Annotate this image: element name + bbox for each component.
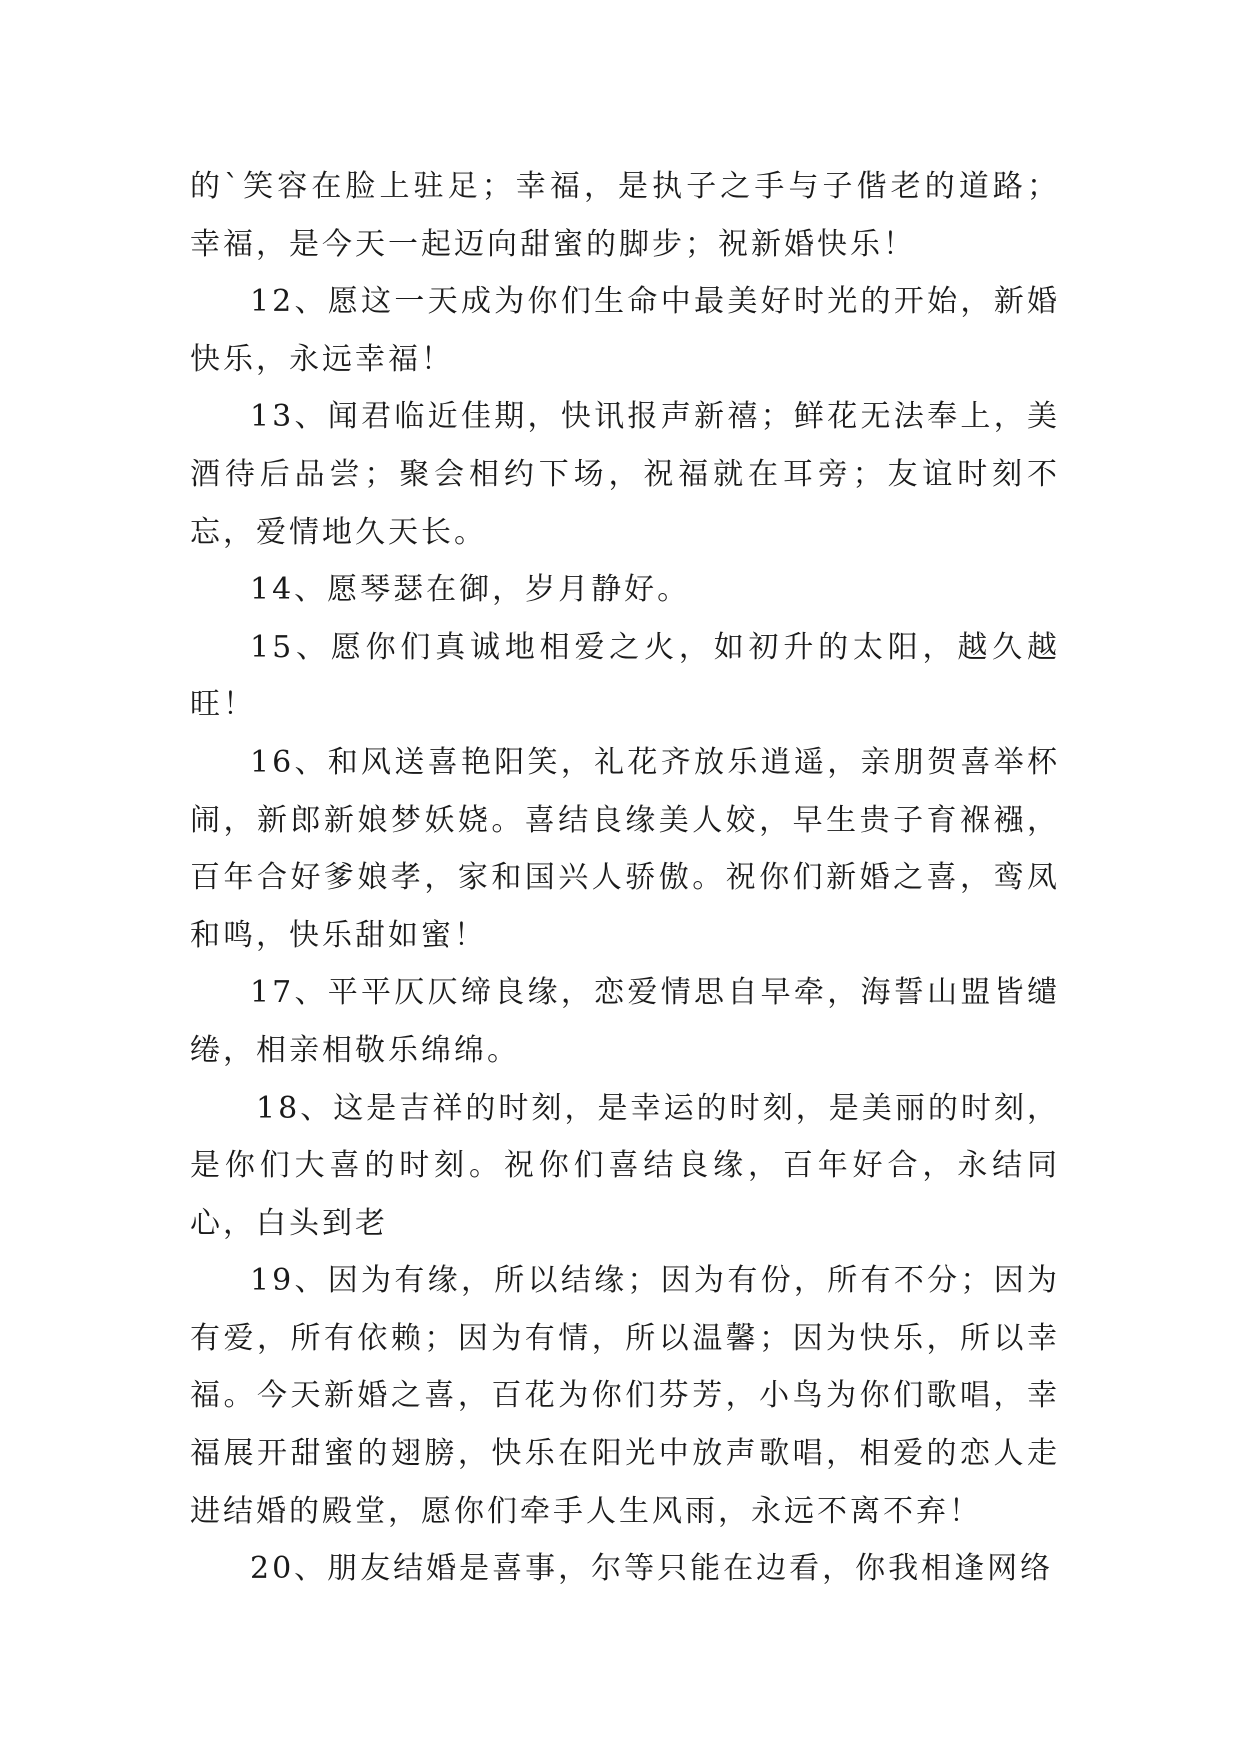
document-page bbox=[190, 158, 1060, 1598]
paragraph-12: 12、愿这一天成为你们生命中最美好时光的开始，新婚快乐，永远幸福！ bbox=[190, 284, 1060, 377]
paragraph-15: 15、愿你们真诚地相爱之火，如初升的太阳，越久越旺！ bbox=[190, 629, 1060, 723]
paragraph-18: 18、这是吉祥的时刻，是幸运的时刻，是美丽的时刻，是你们大喜的时刻。祝你们喜结良缘，百年好合，永结同心，白头到老 bbox=[190, 1090, 1060, 1241]
paragraph-13: 13、闻君临近佳期，快讯报声新禧；鲜花无法奉上，美酒待后品尝；聚会相约下场，祝福就在耳旁；友谊时刻不忘，爱情地久天长。 bbox=[190, 399, 1060, 550]
paragraph-17: 17、平平仄仄缔良缘，恋爱情思自早牵，海誓山盟皆缱绻，相亲相敬乐绵绵。 bbox=[190, 975, 1060, 1068]
paragraph-20: 20、朋友结婚是喜事，尔等只能在边看，你我相逢网络 bbox=[250, 1551, 1054, 1587]
paragraph-11-continued: 的`笑容在脸上驻足；幸福，是执子之手与子偕老的道路；幸福，是今天一起迈向甜蜜的脚步；祝新婚快乐！ bbox=[190, 169, 1060, 262]
paragraph-14: 14、愿琴瑟在御，岁月静好。 bbox=[250, 572, 691, 608]
paragraph-16: 16、和风送喜艳阳笑，礼花齐放乐逍遥，亲朋贺喜举杯闹，新郎新娘梦妖娆。喜结良缘美人姣，早生贵子育褓襁，百年合好爹娘孝，家和国兴人骄傲。祝你们新婚之喜，鸾凤和鸣，快乐甜如蜜！ bbox=[190, 744, 1060, 953]
paragraph-19: 19、因为有缘，所以结缘；因为有份，所有不分；因为有爱，所有依赖；因为有情，所以温馨；因为快乐，所以幸福。今天新婚之喜，百花为你们芬芳，小鸟为你们歌唱，幸福展开甜蜜的翅膀，快乐在阳光中放声歌唱，相爱的恋人走进结婚的殿堂，愿你们牵手人生风雨，永远不离不弃！ bbox=[190, 1263, 1060, 1529]
